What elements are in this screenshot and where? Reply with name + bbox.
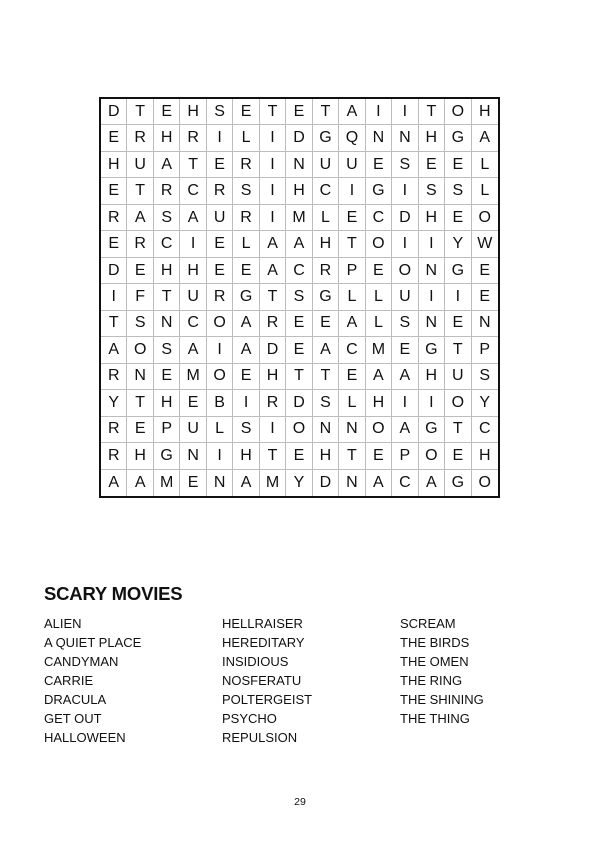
grid-cell[interactable]: A	[127, 470, 153, 496]
grid-cell[interactable]: A	[286, 231, 312, 257]
grid-cell[interactable]: E	[419, 152, 445, 178]
grid-cell[interactable]: E	[154, 364, 180, 390]
grid-cell[interactable]: U	[207, 205, 233, 231]
word-list-item: NOSFERATU	[222, 673, 302, 688]
grid-cell[interactable]: T	[286, 364, 312, 390]
grid-cell[interactable]: S	[419, 178, 445, 204]
grid-cell[interactable]: G	[233, 284, 259, 310]
grid-cell[interactable]: C	[313, 178, 339, 204]
grid-cell[interactable]: N	[419, 311, 445, 337]
grid-cell[interactable]: E	[207, 231, 233, 257]
grid-cell[interactable]: R	[127, 231, 153, 257]
grid-cell[interactable]: T	[180, 152, 206, 178]
grid-cell[interactable]: H	[286, 178, 312, 204]
grid-cell[interactable]: S	[127, 311, 153, 337]
grid-cell[interactable]: U	[313, 152, 339, 178]
grid-cell[interactable]: E	[180, 470, 206, 496]
grid-cell[interactable]: N	[154, 311, 180, 337]
word-list-column-2	[222, 614, 312, 747]
word-list-item: INSIDIOUS	[222, 654, 289, 669]
grid-cell[interactable]: S	[207, 99, 233, 125]
grid-cell[interactable]: I	[445, 284, 471, 310]
grid-cell[interactable]: E	[445, 205, 471, 231]
grid-cell[interactable]: H	[419, 125, 445, 151]
grid-cell[interactable]: E	[366, 152, 392, 178]
grid-cell[interactable]: A	[127, 205, 153, 231]
grid-cell[interactable]: G	[445, 258, 471, 284]
grid-cell[interactable]: F	[127, 284, 153, 310]
grid-cell[interactable]: H	[313, 231, 339, 257]
word-list-item: ALIEN	[44, 616, 82, 631]
grid-cell[interactable]: E	[207, 152, 233, 178]
grid-cell[interactable]: Y	[101, 390, 127, 416]
grid-cell[interactable]: L	[472, 178, 498, 204]
grid-cell[interactable]: G	[313, 125, 339, 151]
grid-cell[interactable]: N	[286, 152, 312, 178]
grid-cell[interactable]: H	[154, 125, 180, 151]
grid-cell[interactable]: S	[392, 311, 418, 337]
grid-cell[interactable]: E	[207, 258, 233, 284]
grid-cell[interactable]: R	[260, 390, 286, 416]
grid-cell[interactable]: O	[472, 205, 498, 231]
grid-cell[interactable]: T	[260, 99, 286, 125]
grid-cell[interactable]: N	[127, 364, 153, 390]
grid-cell[interactable]: N	[180, 443, 206, 469]
grid-cell[interactable]: P	[154, 417, 180, 443]
word-list-item: SCREAM	[400, 616, 456, 631]
word-list-column-3	[400, 614, 484, 728]
grid-cell[interactable]: E	[127, 417, 153, 443]
grid-cell[interactable]: N	[339, 417, 365, 443]
grid-cell[interactable]: A	[180, 205, 206, 231]
grid-cell[interactable]: I	[392, 178, 418, 204]
grid-cell[interactable]: E	[180, 390, 206, 416]
page-number: 29	[294, 796, 306, 808]
grid-cell[interactable]: C	[366, 205, 392, 231]
grid-cell[interactable]: I	[101, 284, 127, 310]
word-search-grid	[99, 97, 500, 498]
word-list-item: HALLOWEEN	[44, 730, 126, 745]
grid-cell[interactable]: C	[392, 470, 418, 496]
grid-cell[interactable]: I	[207, 125, 233, 151]
grid-cell[interactable]: R	[101, 364, 127, 390]
grid-cell[interactable]: H	[233, 443, 259, 469]
word-list-item: THE RING	[400, 673, 463, 688]
grid-cell[interactable]: D	[286, 390, 312, 416]
grid-cell[interactable]: L	[472, 152, 498, 178]
grid-cell[interactable]: E	[233, 258, 259, 284]
grid-cell[interactable]: A	[366, 364, 392, 390]
grid-cell[interactable]: T	[260, 443, 286, 469]
grid-cell[interactable]: S	[154, 337, 180, 363]
grid-cell[interactable]: A	[260, 231, 286, 257]
grid-cell[interactable]: T	[127, 178, 153, 204]
grid-cell[interactable]: R	[313, 258, 339, 284]
grid-cell[interactable]: I	[207, 443, 233, 469]
grid-cell[interactable]: A	[101, 470, 127, 496]
grid-cell[interactable]: E	[339, 364, 365, 390]
grid-cell[interactable]: I	[260, 205, 286, 231]
grid-cell[interactable]: S	[233, 417, 259, 443]
grid-cell[interactable]: G	[366, 178, 392, 204]
grid-cell[interactable]: Q	[339, 125, 365, 151]
grid-cell[interactable]: H	[180, 99, 206, 125]
grid-cell[interactable]: N	[207, 470, 233, 496]
grid-cell[interactable]: E	[472, 284, 498, 310]
grid-cell[interactable]: R	[127, 125, 153, 151]
grid-cell[interactable]: I	[339, 178, 365, 204]
grid-cell[interactable]: P	[392, 443, 418, 469]
grid-cell[interactable]: P	[339, 258, 365, 284]
grid-cell[interactable]: T	[127, 390, 153, 416]
grid-cell[interactable]: E	[286, 311, 312, 337]
grid-cell[interactable]: N	[472, 311, 498, 337]
grid-cell[interactable]: I	[180, 231, 206, 257]
grid-cell[interactable]: O	[366, 417, 392, 443]
grid-cell[interactable]: T	[154, 284, 180, 310]
grid-cell[interactable]: D	[101, 258, 127, 284]
grid-cell[interactable]: L	[366, 284, 392, 310]
grid-cell[interactable]: N	[313, 417, 339, 443]
grid-cell[interactable]: O	[207, 311, 233, 337]
word-list-item: HEREDITARY	[222, 635, 305, 650]
grid-cell[interactable]: A	[233, 311, 259, 337]
grid-cell[interactable]: T	[127, 99, 153, 125]
grid-cell[interactable]: E	[445, 311, 471, 337]
grid-cell[interactable]: C	[154, 231, 180, 257]
grid-cell[interactable]: E	[233, 364, 259, 390]
grid-cell[interactable]: I	[392, 390, 418, 416]
grid-cell[interactable]: H	[180, 258, 206, 284]
grid-cell[interactable]: U	[180, 417, 206, 443]
grid-cell[interactable]: I	[260, 178, 286, 204]
word-list-title: SCARY MOVIES	[44, 583, 183, 604]
grid-cell[interactable]: C	[180, 311, 206, 337]
grid-cell[interactable]: T	[260, 284, 286, 310]
grid-cell[interactable]: T	[445, 337, 471, 363]
grid-cell[interactable]: I	[419, 390, 445, 416]
grid-cell[interactable]: I	[207, 337, 233, 363]
grid-cell[interactable]: E	[366, 443, 392, 469]
grid-cell[interactable]: H	[154, 390, 180, 416]
grid-cell[interactable]: T	[339, 231, 365, 257]
grid-cell[interactable]: E	[445, 152, 471, 178]
word-list-item: CANDYMAN	[44, 654, 119, 669]
grid-cell[interactable]: U	[339, 152, 365, 178]
grid-cell[interactable]: E	[392, 337, 418, 363]
word-list-item: HELLRAISER	[222, 616, 303, 631]
grid-cell[interactable]: C	[180, 178, 206, 204]
grid-cell[interactable]: L	[207, 417, 233, 443]
grid-cell[interactable]: I	[392, 99, 418, 125]
grid-cell[interactable]: S	[445, 178, 471, 204]
word-list-item: DRACULA	[44, 692, 107, 707]
grid-cell[interactable]: H	[127, 443, 153, 469]
grid-cell[interactable]: N	[419, 258, 445, 284]
grid-cell[interactable]: T	[419, 99, 445, 125]
grid-cell[interactable]: A	[366, 470, 392, 496]
grid-cell[interactable]: I	[366, 99, 392, 125]
grid-cell[interactable]: D	[313, 470, 339, 496]
grid-cell[interactable]: L	[339, 390, 365, 416]
grid-cell[interactable]: Y	[286, 470, 312, 496]
grid-cell[interactable]: U	[127, 152, 153, 178]
word-list-item: CARRIE	[44, 673, 94, 688]
grid-cell[interactable]: G	[154, 443, 180, 469]
grid-cell[interactable]: E	[101, 178, 127, 204]
grid-cell[interactable]: L	[233, 231, 259, 257]
grid-cell[interactable]: E	[472, 258, 498, 284]
word-list-item: THE BIRDS	[400, 635, 470, 650]
grid-cell[interactable]: T	[445, 417, 471, 443]
grid-cell[interactable]: E	[286, 443, 312, 469]
grid-cell[interactable]: H	[313, 443, 339, 469]
grid-cell[interactable]: A	[313, 337, 339, 363]
grid-cell[interactable]: R	[101, 205, 127, 231]
grid-cell[interactable]: Y	[472, 390, 498, 416]
grid-cell[interactable]: A	[260, 258, 286, 284]
grid-cell[interactable]: G	[313, 284, 339, 310]
word-list-item: PSYCHO	[222, 711, 277, 726]
grid-cell[interactable]: C	[472, 417, 498, 443]
grid-cell[interactable]: I	[260, 152, 286, 178]
grid-cell[interactable]: O	[445, 390, 471, 416]
grid-cell[interactable]: A	[472, 125, 498, 151]
grid-cell[interactable]: S	[313, 390, 339, 416]
grid-cell[interactable]: I	[392, 231, 418, 257]
grid-cell[interactable]: I	[233, 390, 259, 416]
grid-cell[interactable]: E	[286, 337, 312, 363]
grid-cell[interactable]: M	[260, 470, 286, 496]
grid-cell[interactable]: H	[419, 205, 445, 231]
grid-cell[interactable]: T	[339, 443, 365, 469]
grid-cell[interactable]: E	[313, 311, 339, 337]
grid-cell[interactable]: B	[207, 390, 233, 416]
grid-cell[interactable]: Y	[445, 231, 471, 257]
grid-cell[interactable]: U	[445, 364, 471, 390]
grid-cell[interactable]: S	[154, 205, 180, 231]
grid-cell[interactable]: R	[180, 125, 206, 151]
grid-cell[interactable]: I	[260, 417, 286, 443]
grid-cell[interactable]: H	[472, 443, 498, 469]
grid-cell[interactable]: I	[260, 125, 286, 151]
grid-cell[interactable]: A	[339, 99, 365, 125]
grid-cell[interactable]: L	[313, 205, 339, 231]
grid-cell[interactable]: I	[419, 284, 445, 310]
word-list-item: A QUIET PLACE	[44, 635, 142, 650]
grid-cell[interactable]: E	[154, 99, 180, 125]
grid-cell[interactable]: D	[260, 337, 286, 363]
grid-cell[interactable]: G	[419, 417, 445, 443]
grid-cell[interactable]: A	[101, 337, 127, 363]
grid-cell[interactable]: A	[392, 417, 418, 443]
grid-cell[interactable]: O	[392, 258, 418, 284]
grid-cell[interactable]: T	[101, 311, 127, 337]
grid-cell[interactable]: C	[339, 337, 365, 363]
grid-cell[interactable]: G	[445, 125, 471, 151]
grid-cell[interactable]: O	[366, 231, 392, 257]
grid-cell[interactable]: T	[313, 99, 339, 125]
grid-cell[interactable]: E	[366, 258, 392, 284]
grid-cell[interactable]: A	[233, 337, 259, 363]
grid-cell[interactable]: H	[101, 152, 127, 178]
grid-cell[interactable]: R	[233, 205, 259, 231]
grid-cell[interactable]: L	[366, 311, 392, 337]
grid-cell[interactable]: S	[472, 364, 498, 390]
grid-cell[interactable]: A	[419, 470, 445, 496]
grid-cell[interactable]: M	[286, 205, 312, 231]
grid-cell[interactable]: N	[339, 470, 365, 496]
grid-cell[interactable]: R	[260, 311, 286, 337]
word-list-item: REPULSION	[222, 730, 298, 745]
grid-cell[interactable]: O	[419, 443, 445, 469]
grid-cell[interactable]: M	[366, 337, 392, 363]
grid-cell[interactable]: A	[339, 311, 365, 337]
grid-cell[interactable]: C	[286, 258, 312, 284]
grid-cell[interactable]: W	[472, 231, 498, 257]
grid-cell[interactable]: D	[286, 125, 312, 151]
grid-cell[interactable]: O	[478, 473, 491, 491]
grid-cell[interactable]: L	[233, 125, 259, 151]
grid-cell[interactable]: R	[233, 152, 259, 178]
grid-cell[interactable]: E	[286, 99, 312, 125]
grid-cell[interactable]: A	[233, 470, 259, 496]
grid-cell[interactable]: H	[472, 99, 498, 125]
grid-cell[interactable]: E	[127, 258, 153, 284]
grid-cell[interactable]: M	[154, 470, 180, 496]
grid-cell[interactable]: H	[154, 258, 180, 284]
word-list-item: THE OMEN	[400, 654, 469, 669]
grid-cell[interactable]: O	[127, 337, 153, 363]
grid-cell[interactable]: S	[392, 152, 418, 178]
grid-cell[interactable]: E	[445, 443, 471, 469]
grid-cell[interactable]: H	[419, 364, 445, 390]
word-list-item: GET OUT	[44, 711, 102, 726]
word-list-column-1	[44, 614, 141, 747]
grid-cell[interactable]: I	[419, 231, 445, 257]
word-list-item: POLTERGEIST	[222, 692, 313, 707]
grid-cell[interactable]: E	[233, 99, 259, 125]
grid-cell[interactable]: R	[207, 284, 233, 310]
grid-cell[interactable]: E	[101, 125, 127, 151]
grid-cell[interactable]: O	[445, 99, 471, 125]
grid-cell[interactable]: U	[180, 284, 206, 310]
grid-cell[interactable]: O	[286, 417, 312, 443]
word-list-item: THE THING	[400, 711, 470, 726]
grid-cell[interactable]: R	[101, 417, 127, 443]
grid-cell[interactable]: A	[392, 364, 418, 390]
grid-cell[interactable]: E	[339, 205, 365, 231]
grid-cell[interactable]: O	[207, 364, 233, 390]
grid-cell[interactable]: N	[392, 125, 418, 151]
grid-cell[interactable]: R	[101, 443, 127, 469]
grid-cell[interactable]: G	[445, 470, 471, 496]
grid-cell[interactable]: A	[180, 337, 206, 363]
grid-cell[interactable]: E	[101, 231, 127, 257]
grid-cell[interactable]: P	[472, 337, 498, 363]
grid-cell[interactable]: L	[339, 284, 365, 310]
grid-cell[interactable]: N	[366, 125, 392, 151]
grid-cell[interactable]: D	[101, 99, 127, 125]
grid-cell[interactable]: M	[180, 364, 206, 390]
grid-cell[interactable]: S	[286, 284, 312, 310]
grid-cell[interactable]: S	[233, 178, 259, 204]
grid-cell[interactable]: H	[260, 364, 286, 390]
word-list-item: THE SHINING	[400, 692, 484, 707]
grid-cell[interactable]: U	[392, 284, 418, 310]
grid-cell[interactable]: T	[313, 364, 339, 390]
grid-cell[interactable]: D	[392, 205, 418, 231]
grid-cell[interactable]: R	[207, 178, 233, 204]
grid-cell[interactable]: R	[154, 178, 180, 204]
grid-cell[interactable]: G	[419, 337, 445, 363]
grid-cell[interactable]: A	[154, 152, 180, 178]
grid-cell[interactable]: H	[366, 390, 392, 416]
